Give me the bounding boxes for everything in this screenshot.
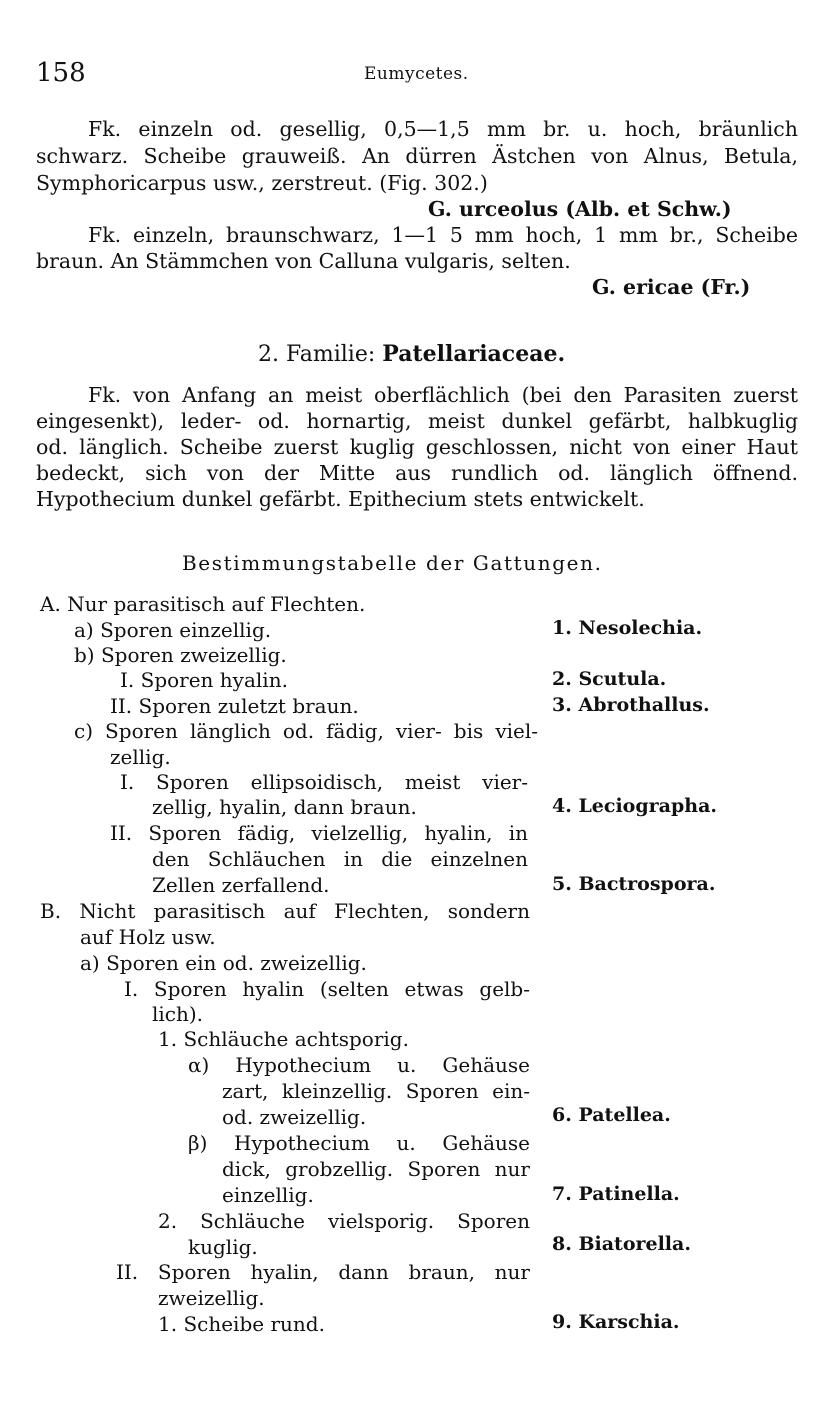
- genus-entry: 3. Abrothallus.: [552, 694, 710, 716]
- family-heading: [258, 341, 565, 367]
- key-line: zart, kleinzellig. Sporen ein-: [222, 1079, 530, 1103]
- genus-entry: 1. Nesolechia.: [552, 617, 703, 639]
- key-line: c) Sporen länglich od. fädig, vier- bis viel-: [74, 719, 538, 743]
- key-line: I. Sporen ellipsoidisch, meist vier-: [120, 770, 528, 794]
- key-line: dick, grobzellig. Sporen nur: [222, 1157, 530, 1181]
- intro-line: Fk. einzeln, braunschwarz, 1—1 5 mm hoch, 1 mm br., Scheibe: [88, 223, 798, 247]
- intro-line: schwarz. Scheibe grauweiß. An dürren Ästchen von Alnus, Betula,: [36, 144, 798, 168]
- key-line: A. Nur parasitisch auf Flechten.: [40, 592, 366, 616]
- key-line: lich).: [152, 1002, 204, 1026]
- key-line: Zellen zerfallend.: [152, 873, 330, 897]
- key-line: 2. Schläuche vielsporig. Sporen: [158, 1209, 530, 1233]
- genus-entry: 2. Scutula.: [552, 668, 667, 690]
- genus-entry: 5. Bactrospora.: [552, 873, 716, 895]
- species-name: G. urceolus (Alb. et Schw.): [428, 197, 732, 221]
- key-line: zellig.: [110, 745, 171, 769]
- intro-line: braun. An Stämmchen von Calluna vulgaris, selten.: [36, 249, 571, 273]
- key-line: zweizellig.: [158, 1286, 265, 1310]
- family-name: Patellariaceae.: [382, 341, 566, 367]
- key-line: II. Sporen hyalin, dann braun, nur: [116, 1260, 530, 1284]
- intro-line: Fk. einzeln od. gesellig, 0,5—1,5 mm br. u. hoch, bräunlich: [88, 117, 798, 141]
- key-line: 1. Scheibe rund.: [158, 1312, 325, 1336]
- key-line: II. Sporen zuletzt braun.: [110, 694, 359, 718]
- key-line: a) Sporen ein od. zweizellig.: [80, 951, 367, 975]
- family-desc-line: Hypothecium dunkel gefärbt. Epithecium stets entwickelt.: [36, 487, 645, 511]
- genus-entry: 7. Patinella.: [552, 1183, 680, 1205]
- key-line: I. Sporen hyalin (selten etwas gelb-: [124, 977, 530, 1001]
- genus-entry: 8. Biatorella.: [552, 1233, 691, 1255]
- family-desc-line: eingesenkt), leder- od. hornartig, meist dunkel gefärbt, halbkuglig: [36, 409, 798, 433]
- family-prefix: 2. Familie:: [258, 342, 383, 367]
- key-line: einzellig.: [222, 1183, 314, 1207]
- key-line: 1. Schläuche achtsporig.: [158, 1027, 409, 1051]
- key-line: kuglig.: [188, 1235, 258, 1259]
- family-desc-line: bedeckt, sich von der Mitte aus rundlich od. länglich öffnend.: [36, 461, 798, 485]
- running-title: Eumycetes.: [364, 64, 469, 84]
- key-line: od. zweizellig.: [222, 1105, 367, 1129]
- family-desc-line: Fk. von Anfang an meist oberflächlich (bei den Parasiten zuerst: [88, 383, 798, 407]
- key-line: den Schläuchen in die einzelnen: [152, 847, 528, 871]
- key-line: β) Hypothecium u. Gehäuse: [188, 1131, 530, 1155]
- key-line: I. Sporen hyalin.: [120, 668, 288, 692]
- key-line: α) Hypothecium u. Gehäuse: [188, 1053, 530, 1077]
- genus-entry: 9. Karschia.: [552, 1311, 680, 1333]
- key-line: B. Nicht parasitisch auf Flechten, sondern: [40, 899, 530, 923]
- species-name: G. ericae (Fr.): [592, 275, 751, 299]
- key-title: Bestimmungstabelle der Gattungen.: [182, 551, 603, 575]
- key-line: a) Sporen einzellig.: [74, 618, 272, 642]
- genus-entry: 4. Leciographa.: [552, 795, 717, 817]
- intro-line: Symphoricarpus usw., zerstreut. (Fig. 302.): [36, 171, 488, 195]
- key-line: zellig, hyalin, dann braun.: [152, 795, 417, 819]
- key-line: auf Holz usw.: [80, 925, 216, 949]
- genus-entry: 6. Patellea.: [552, 1104, 671, 1126]
- family-desc-line: od. länglich. Scheibe zuerst kuglig geschlossen, nicht von einer Haut: [36, 435, 798, 459]
- key-line: II. Sporen fädig, vielzellig, hyalin, in: [110, 821, 528, 845]
- key-line: b) Sporen zweizellig.: [74, 643, 287, 667]
- page-number: 158: [36, 58, 86, 88]
